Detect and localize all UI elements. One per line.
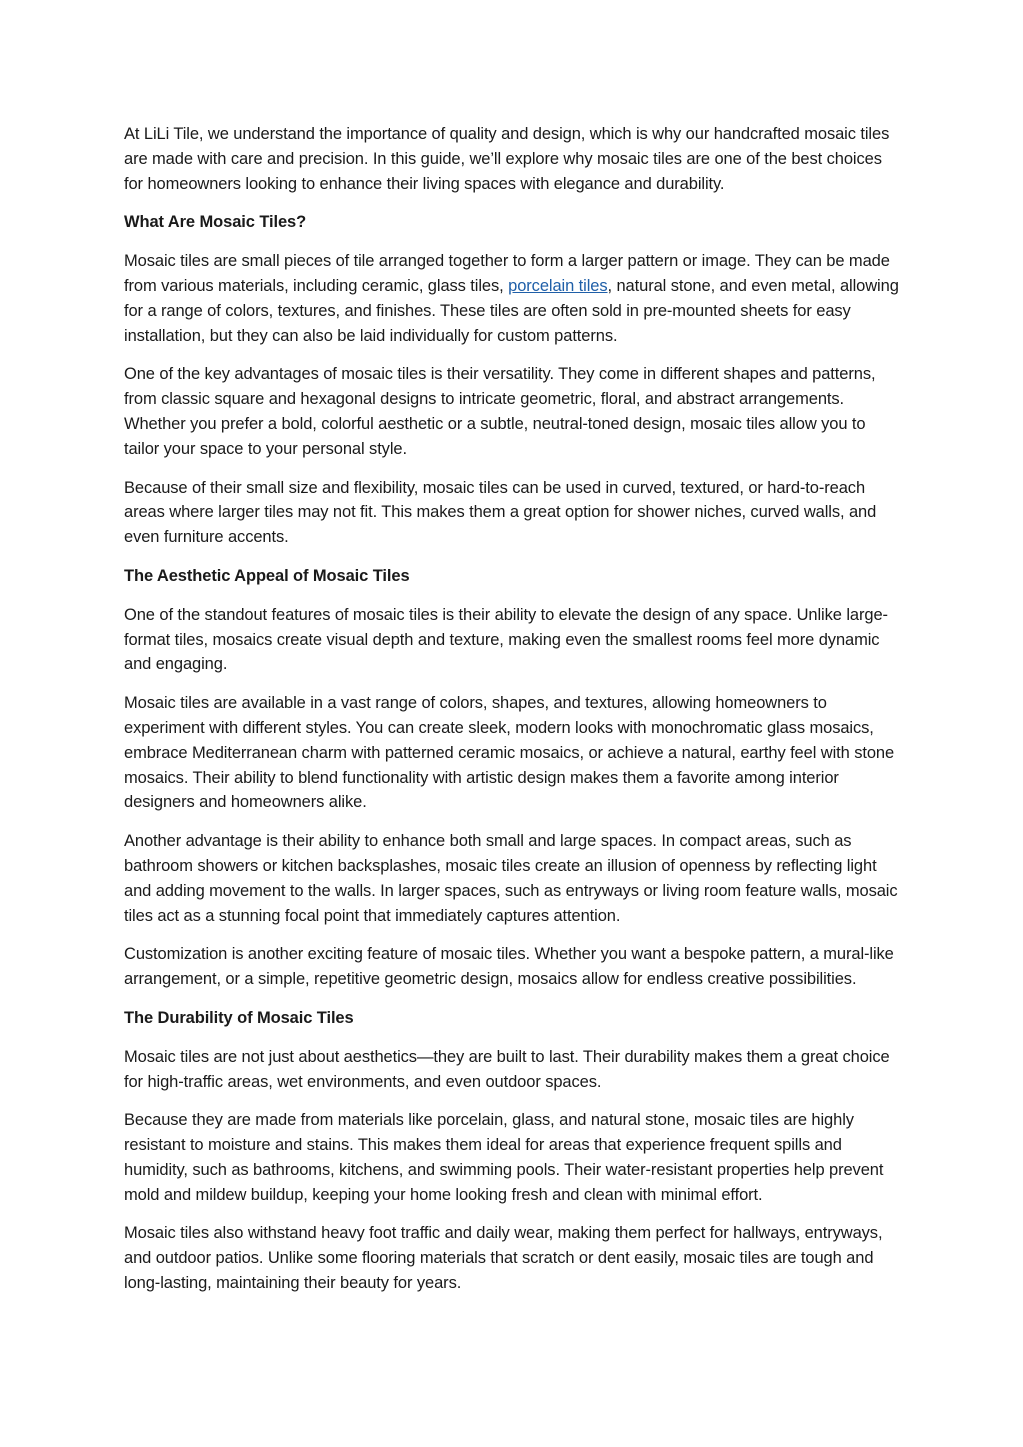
- paragraph: Mosaic tiles are not just about aesthetics—they are built to last. Their durability makes them a great choice for high-traffic areas, wet environments, and even outdoor spaces.: [124, 1047, 890, 1091]
- paragraph-text: , natural stone, and even metal, allowing for a range of colors, textures, and finishes. These tiles are often sold in pre-mounted sheets for easy installation, but they can also be laid individually for custom patterns.: [124, 276, 899, 345]
- paragraph: One of the key advantages of mosaic tiles is their versatility. They come in different shapes and patterns, from classic square and hexagonal designs to intricate geometric, floral, and abstract arrangements. Whether you prefer a bold, colorful aesthetic or a subtle, neutral-toned design, mosaic tiles allow you to tailor your space to your personal style.: [124, 365, 876, 458]
- document-body: [124, 122, 900, 1310]
- paragraph: Mosaic tiles are available in a vast range of colors, shapes, and textures, allowing homeowners to experiment with different styles. You can create sleek, modern looks with monochromatic glass mosaics, embrace Mediterranean charm with patterned ceramic mosaics, or achieve a natural, earthy feel with stone mosaics. Their ability to blend functionality with artistic design makes them a favorite among interior designers and homeowners alike.: [124, 694, 895, 812]
- paragraph: Customization is another exciting feature of mosaic tiles. Whether you want a bespoke pattern, a mural-like arrangement, or a simple, repetitive geometric design, mosaics allow for endless creative possibilities.: [124, 945, 894, 989]
- paragraph: Mosaic tiles also withstand heavy foot traffic and daily wear, making them perfect for hallways, entryways, and outdoor patios. Unlike some flooring materials that scratch or dent easily, mosaic tiles are tough and long-lasting, maintaining their beauty for years.: [124, 1224, 883, 1293]
- paragraph: [124, 249, 900, 348]
- section-heading-what-are-mosaic-tiles: What Are Mosaic Tiles?: [124, 213, 307, 232]
- section-heading-durability: The Durability of Mosaic Tiles: [124, 1008, 354, 1027]
- paragraph: One of the standout features of mosaic tiles is their ability to elevate the design of any space. Unlike large-format tiles, mosaics create visual depth and texture, making even the smallest rooms feel more dynamic and engaging.: [124, 605, 888, 674]
- paragraph: Another advantage is their ability to enhance both small and large spaces. In compact areas, such as bathroom showers or kitchen backsplashes, mosaic tiles create an illusion of openness by reflecting light and adding movement to the walls. In larger spaces, such as entryways or living room feature walls, mosaic tiles act as a stunning focal point that immediately captures attention.: [124, 832, 898, 925]
- intro-paragraph: At LiLi Tile, we understand the importance of quality and design, which is why our handcrafted mosaic tiles are made with care and precision. In this guide, we’ll explore why mosaic tiles are one of the best choices for homeowners looking to enhance their living spaces with elegance and durability.: [124, 125, 890, 193]
- paragraph-text: Mosaic tiles are small pieces of tile arranged together to form a larger pattern or image. They can be made from various materials, including ceramic, glass tiles,: [124, 252, 890, 295]
- paragraph: Because of their small size and flexibility, mosaic tiles can be used in curved, textured, or hard-to-reach areas where larger tiles may not fit. This makes them a great option for shower niches, curved walls, and even furniture accents.: [124, 478, 877, 547]
- paragraph: Because they are made from materials like porcelain, glass, and natural stone, mosaic tiles are highly resistant to moisture and stains. This makes them ideal for areas that experience frequent spills and humidity, such as bathrooms, kitchens, and swimming pools. Their water-resistant properties help prevent mold and mildew buildup, keeping your home looking fresh and clean with minimal effort.: [124, 1111, 884, 1204]
- porcelain-tiles-link[interactable]: porcelain tiles: [508, 276, 608, 295]
- section-heading-aesthetic-appeal: The Aesthetic Appeal of Mosaic Tiles: [124, 566, 410, 585]
